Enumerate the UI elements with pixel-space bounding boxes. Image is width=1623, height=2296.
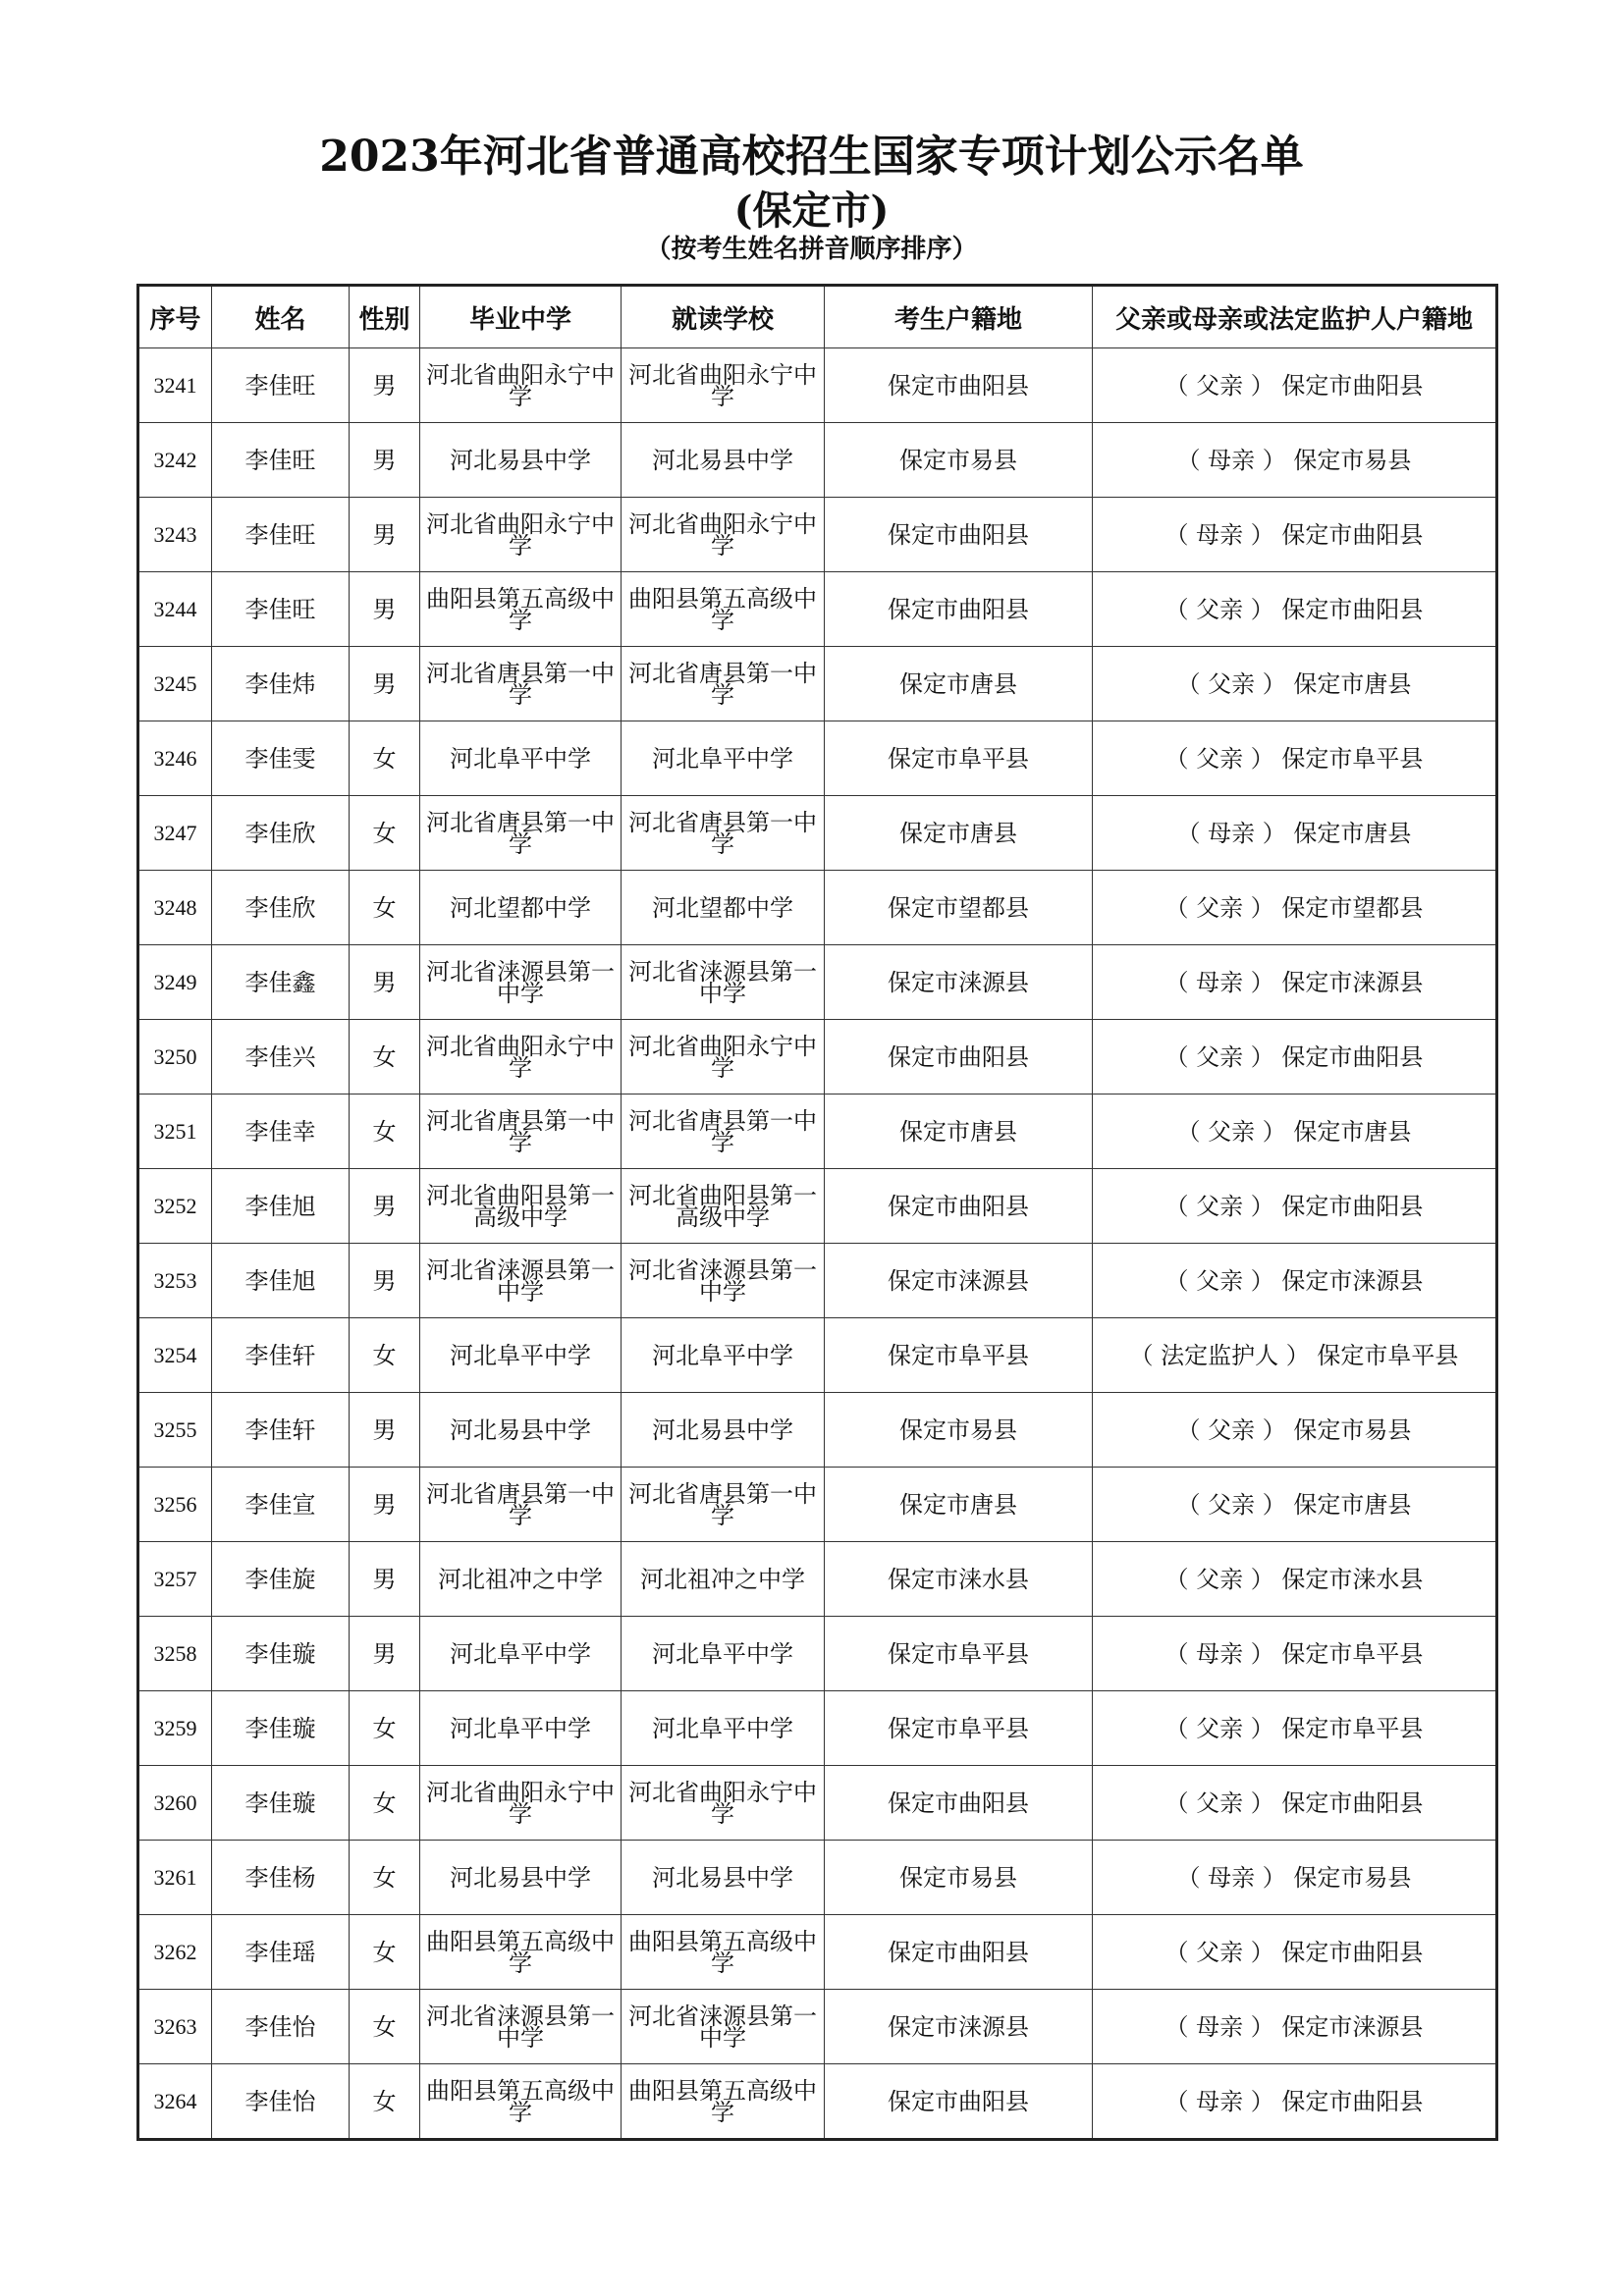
cell-study-school: 河北省曲阳永宁中学 [622,1766,825,1841]
cell-seq: 3243 [138,498,212,572]
column-header-seq: 序号 [138,286,212,348]
cell-name: 李佳旺 [212,572,350,647]
cell-gender: 女 [350,1766,420,1841]
cell-name: 李佳杨 [212,1841,350,1915]
cell-seq: 3257 [138,1542,212,1617]
cell-seq: 3245 [138,647,212,721]
cell-study-school: 河北省曲阳永宁中学 [622,1020,825,1095]
cell-study-school: 河北省唐县第一中学 [622,647,825,721]
cell-guardian: （ 父亲 ） 保定市曲阳县 [1093,572,1497,647]
cell-seq: 3248 [138,871,212,945]
table-row [138,1020,1497,1095]
table-row [138,423,1497,498]
cell-study-school: 河北阜平中学 [622,1617,825,1691]
table-row [138,2064,1497,2140]
cell-guardian: （ 父亲 ） 保定市曲阳县 [1093,1169,1497,1244]
column-header-gender: 性别 [350,286,420,348]
cell-residence: 保定市唐县 [825,1095,1093,1169]
table-row [138,796,1497,871]
cell-grad-school: 河北阜平中学 [420,1617,622,1691]
cell-gender: 男 [350,1617,420,1691]
cell-seq: 3249 [138,945,212,1020]
cell-residence: 保定市曲阳县 [825,572,1093,647]
cell-name: 李佳鑫 [212,945,350,1020]
cell-guardian: （ 父亲 ） 保定市曲阳县 [1093,1766,1497,1841]
cell-study-school: 河北望都中学 [622,871,825,945]
cell-gender: 女 [350,721,420,796]
cell-name: 李佳璇 [212,1766,350,1841]
cell-residence: 保定市曲阳县 [825,1169,1093,1244]
roster-body [138,348,1497,2140]
cell-guardian: （ 父亲 ） 保定市曲阳县 [1093,1020,1497,1095]
cell-grad-school: 曲阳县第五高级中学 [420,2064,622,2140]
table-row [138,1915,1497,1990]
cell-gender: 男 [350,423,420,498]
cell-gender: 女 [350,1020,420,1095]
cell-seq: 3259 [138,1691,212,1766]
cell-name: 李佳旺 [212,498,350,572]
cell-residence: 保定市涞水县 [825,1542,1093,1617]
cell-residence: 保定市阜平县 [825,721,1093,796]
table-row [138,1468,1497,1542]
cell-guardian: （ 母亲 ） 保定市曲阳县 [1093,498,1497,572]
cell-gender: 男 [350,1244,420,1318]
cell-guardian: （ 父亲 ） 保定市唐县 [1093,1468,1497,1542]
cell-name: 李佳璇 [212,1691,350,1766]
cell-gender: 女 [350,1990,420,2064]
cell-gender: 男 [350,572,420,647]
cell-grad-school: 河北省唐县第一中学 [420,647,622,721]
cell-study-school: 河北省涞源县第一中学 [622,1244,825,1318]
cell-residence: 保定市阜平县 [825,1691,1093,1766]
cell-study-school: 河北省涞源县第一中学 [622,1990,825,2064]
cell-gender: 男 [350,498,420,572]
cell-study-school: 曲阳县第五高级中学 [622,1915,825,1990]
cell-guardian: （ 父亲 ） 保定市唐县 [1093,647,1497,721]
cell-gender: 男 [350,348,420,423]
cell-residence: 保定市唐县 [825,796,1093,871]
column-header-guardian: 父亲或母亲或法定监护人户籍地 [1093,286,1497,348]
cell-gender: 男 [350,647,420,721]
cell-study-school: 曲阳县第五高级中学 [622,2064,825,2140]
table-row [138,1990,1497,2064]
cell-name: 李佳兴 [212,1020,350,1095]
cell-grad-school: 河北易县中学 [420,1393,622,1468]
cell-grad-school: 河北易县中学 [420,423,622,498]
cell-seq: 3253 [138,1244,212,1318]
cell-guardian: （ 母亲 ） 保定市涞源县 [1093,945,1497,1020]
cell-study-school: 河北阜平中学 [622,1318,825,1393]
cell-seq: 3260 [138,1766,212,1841]
cell-study-school: 河北省唐县第一中学 [622,796,825,871]
cell-name: 李佳旺 [212,423,350,498]
cell-grad-school: 河北省涞源县第一中学 [420,1990,622,2064]
table-row [138,1766,1497,1841]
cell-grad-school: 河北省曲阳永宁中学 [420,498,622,572]
cell-gender: 女 [350,2064,420,2140]
cell-guardian: （ 父亲 ） 保定市易县 [1093,1393,1497,1468]
cell-guardian: （ 父亲 ） 保定市涞水县 [1093,1542,1497,1617]
cell-seq: 3255 [138,1393,212,1468]
cell-grad-school: 河北省曲阳永宁中学 [420,1766,622,1841]
cell-residence: 保定市涞源县 [825,1244,1093,1318]
cell-gender: 女 [350,871,420,945]
cell-guardian: （ 父亲 ） 保定市阜平县 [1093,1691,1497,1766]
cell-residence: 保定市曲阳县 [825,1020,1093,1095]
cell-study-school: 河北省唐县第一中学 [622,1468,825,1542]
cell-gender: 女 [350,1095,420,1169]
table-row [138,1244,1497,1318]
cell-study-school: 河北易县中学 [622,423,825,498]
cell-residence: 保定市易县 [825,423,1093,498]
cell-grad-school: 曲阳县第五高级中学 [420,1915,622,1990]
table-row [138,1841,1497,1915]
cell-name: 李佳旋 [212,1542,350,1617]
table-row [138,1393,1497,1468]
cell-residence: 保定市阜平县 [825,1617,1093,1691]
cell-grad-school: 河北阜平中学 [420,1691,622,1766]
cell-grad-school: 河北省曲阳永宁中学 [420,348,622,423]
cell-residence: 保定市曲阳县 [825,1766,1093,1841]
cell-seq: 3246 [138,721,212,796]
cell-grad-school: 河北阜平中学 [420,1318,622,1393]
cell-residence: 保定市曲阳县 [825,348,1093,423]
cell-name: 李佳旭 [212,1169,350,1244]
table-row [138,348,1497,423]
cell-residence: 保定市曲阳县 [825,498,1093,572]
cell-name: 李佳炜 [212,647,350,721]
cell-name: 李佳欣 [212,796,350,871]
cell-seq: 3263 [138,1990,212,2064]
document-subtitle: (保定市) [733,187,890,234]
table-row [138,1169,1497,1244]
cell-guardian: （ 母亲 ） 保定市易县 [1093,1841,1497,1915]
cell-name: 李佳宣 [212,1468,350,1542]
cell-residence: 保定市唐县 [825,1468,1093,1542]
cell-gender: 女 [350,1318,420,1393]
cell-seq: 3242 [138,423,212,498]
cell-guardian: （ 父亲 ） 保定市望都县 [1093,871,1497,945]
cell-grad-school: 河北省唐县第一中学 [420,1468,622,1542]
cell-seq: 3250 [138,1020,212,1095]
cell-name: 李佳旭 [212,1244,350,1318]
cell-grad-school: 曲阳县第五高级中学 [420,572,622,647]
cell-seq: 3262 [138,1915,212,1990]
cell-residence: 保定市涞源县 [825,1990,1093,2064]
cell-residence: 保定市曲阳县 [825,1915,1093,1990]
cell-guardian: （ 法定监护人 ） 保定市阜平县 [1093,1318,1497,1393]
cell-study-school: 河北省曲阳永宁中学 [622,498,825,572]
cell-name: 李佳璇 [212,1617,350,1691]
cell-grad-school: 河北省曲阳县第一高级中学 [420,1169,622,1244]
cell-gender: 男 [350,945,420,1020]
table-row [138,1617,1497,1691]
cell-name: 李佳瑶 [212,1915,350,1990]
cell-study-school: 河北省唐县第一中学 [622,1095,825,1169]
cell-name: 李佳旺 [212,348,350,423]
roster-table [136,284,1498,2141]
cell-grad-school: 河北省涞源县第一中学 [420,945,622,1020]
column-header-study-school: 就读学校 [622,286,825,348]
cell-study-school: 河北省涞源县第一中学 [622,945,825,1020]
cell-study-school: 曲阳县第五高级中学 [622,572,825,647]
cell-residence: 保定市易县 [825,1393,1093,1468]
table-row [138,721,1497,796]
cell-guardian: （ 父亲 ） 保定市曲阳县 [1093,1915,1497,1990]
cell-name: 李佳怡 [212,1990,350,2064]
cell-seq: 3254 [138,1318,212,1393]
cell-study-school: 河北省曲阳县第一高级中学 [622,1169,825,1244]
cell-name: 李佳幸 [212,1095,350,1169]
cell-residence: 保定市唐县 [825,647,1093,721]
cell-residence: 保定市阜平县 [825,1318,1093,1393]
table-header-row [138,286,1497,348]
cell-guardian: （ 父亲 ） 保定市涞源县 [1093,1244,1497,1318]
table-row [138,1691,1497,1766]
cell-grad-school: 河北省唐县第一中学 [420,796,622,871]
cell-grad-school: 河北省唐县第一中学 [420,1095,622,1169]
cell-grad-school: 河北省涞源县第一中学 [420,1244,622,1318]
table-row [138,871,1497,945]
cell-gender: 男 [350,1468,420,1542]
cell-study-school: 河北阜平中学 [622,1691,825,1766]
document-title: 2023年河北省普通高校招生国家专项计划公示名单 [319,132,1304,182]
cell-name: 李佳轩 [212,1318,350,1393]
cell-gender: 女 [350,1915,420,1990]
table-row [138,1095,1497,1169]
cell-seq: 3256 [138,1468,212,1542]
cell-guardian: （ 父亲 ） 保定市唐县 [1093,1095,1497,1169]
column-header-grad-school: 毕业中学 [420,286,622,348]
table-row [138,572,1497,647]
cell-grad-school: 河北易县中学 [420,1841,622,1915]
cell-study-school: 河北易县中学 [622,1393,825,1468]
cell-guardian: （ 母亲 ） 保定市曲阳县 [1093,2064,1497,2140]
cell-grad-school: 河北祖冲之中学 [420,1542,622,1617]
cell-grad-school: 河北省曲阳永宁中学 [420,1020,622,1095]
cell-guardian: （ 母亲 ） 保定市涞源县 [1093,1990,1497,2064]
table-row [138,1318,1497,1393]
cell-study-school: 河北易县中学 [622,1841,825,1915]
cell-residence: 保定市望都县 [825,871,1093,945]
cell-residence: 保定市曲阳县 [825,2064,1093,2140]
cell-residence: 保定市涞源县 [825,945,1093,1020]
table-row [138,945,1497,1020]
column-header-name: 姓名 [212,286,350,348]
cell-study-school: 河北省曲阳永宁中学 [622,348,825,423]
cell-guardian: （ 母亲 ） 保定市唐县 [1093,796,1497,871]
table-row [138,647,1497,721]
cell-name: 李佳怡 [212,2064,350,2140]
table-row [138,498,1497,572]
cell-guardian: （ 母亲 ） 保定市阜平县 [1093,1617,1497,1691]
cell-guardian: （ 父亲 ） 保定市阜平县 [1093,721,1497,796]
cell-residence: 保定市易县 [825,1841,1093,1915]
cell-seq: 3252 [138,1169,212,1244]
cell-grad-school: 河北阜平中学 [420,721,622,796]
table-row [138,1542,1497,1617]
cell-grad-school: 河北望都中学 [420,871,622,945]
cell-seq: 3258 [138,1617,212,1691]
cell-gender: 女 [350,1691,420,1766]
cell-gender: 男 [350,1393,420,1468]
cell-seq: 3241 [138,348,212,423]
cell-gender: 女 [350,796,420,871]
cell-seq: 3264 [138,2064,212,2140]
cell-guardian: （ 父亲 ） 保定市曲阳县 [1093,348,1497,423]
cell-seq: 3244 [138,572,212,647]
cell-seq: 3247 [138,796,212,871]
cell-seq: 3251 [138,1095,212,1169]
cell-seq: 3261 [138,1841,212,1915]
cell-gender: 男 [350,1169,420,1244]
column-header-residence: 考生户籍地 [825,286,1093,348]
cell-gender: 男 [350,1542,420,1617]
cell-guardian: （ 母亲 ） 保定市易县 [1093,423,1497,498]
cell-name: 李佳欣 [212,871,350,945]
sort-note: （按考生姓名拼音顺序排序） [645,235,978,264]
cell-study-school: 河北阜平中学 [622,721,825,796]
cell-name: 李佳雯 [212,721,350,796]
cell-study-school: 河北祖冲之中学 [622,1542,825,1617]
cell-name: 李佳轩 [212,1393,350,1468]
cell-gender: 女 [350,1841,420,1915]
